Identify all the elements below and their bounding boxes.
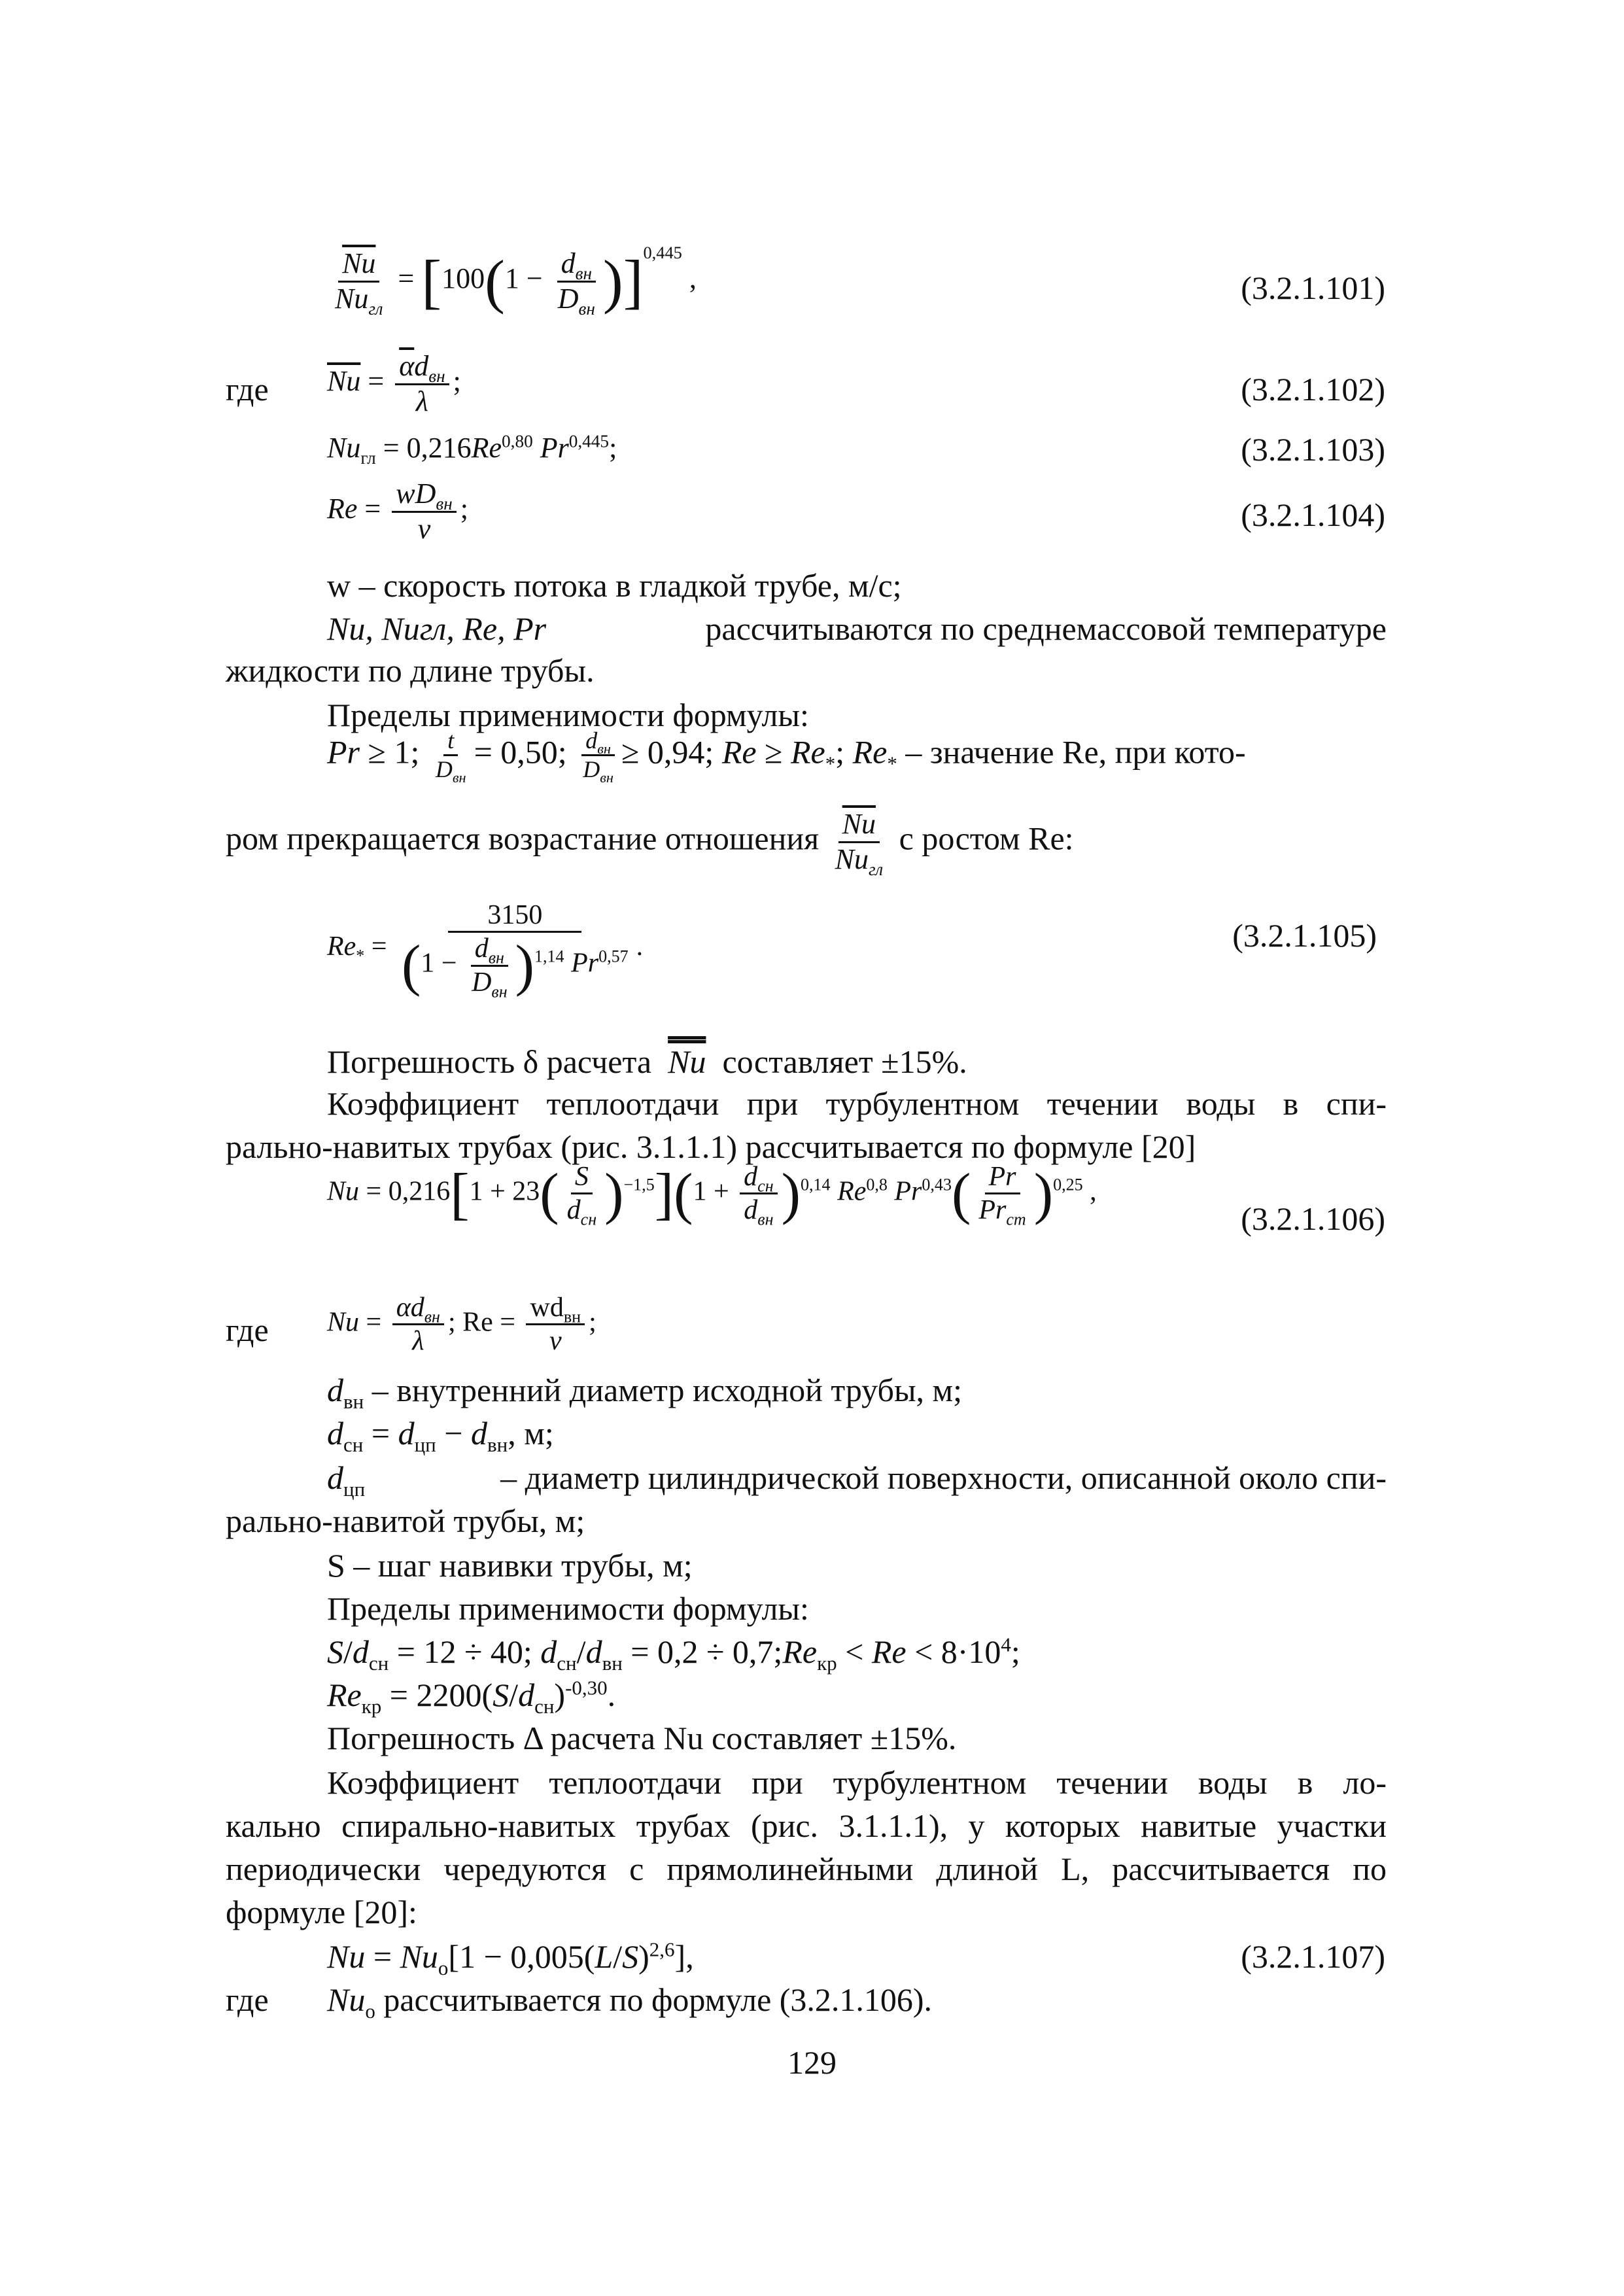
where-label-2: где [226,1312,269,1348]
error-line-1-text: Погрешность δ расчета [327,1043,652,1080]
equation-number-103: (3.2.1.103) [1241,431,1385,468]
calc-line-1 [327,606,1387,652]
dcp-definition-text: – диаметр цилиндрической поверхности, описанной около спи- [500,1459,1387,1496]
limits-heading-1: Пределы применимости формулы: [327,697,809,733]
paragraph-3-line-4: формуле [20]: [226,1894,417,1930]
error-line-1-tail: составляет ±15%. [722,1043,967,1080]
dcp-definition-line-1: $d_{цп}$ – диаметр цилиндрической поверхности, описанной около спи- [327,1455,1387,1501]
error-line-1: Погрешность δ расчета Nu составляет ±15%. [327,1043,967,1080]
equation-number-105: (3.2.1.105) [1232,917,1377,954]
dvn-definition-text: – внутренний диаметр исходной трубы, м; [371,1372,963,1408]
formula-107: $Nu = Nu_o[1 - 0,005(L/S)^{2,6}]$, [327,1938,694,1979]
equation-number-106: (3.2.1.106) [1241,1200,1385,1237]
limits-1-tail: – значение Re, при кото- [905,733,1246,771]
limits-formula-2: $S/d_{сн} = 12 \div 40$; $d_{сн}/d_{вн} = 0,2$ ÷ $0,7;Re_{кр} < Re < 8\cdot 10^4$; [327,1633,1020,1675]
where-label-3: где [226,1981,269,2018]
dsn-definition: $d_{сн} = d_{цп} - d_{вн}$, м; [327,1415,554,1456]
last-where-text: рассчитывается по формуле (3.2.1.106). [383,1981,933,2018]
paragraph-3-line-1: Коэффициент теплоотдачи при турбулентном течении воды в ло- [327,1764,1387,1801]
dsn-definition-tail: , м; [508,1415,554,1452]
paragraph-3-line-2: кально спирально-навитых трубах (рис. 3.1.1.1), у которых навитые участки [226,1807,1387,1844]
ratio-line-text: ром прекращается возрастание отношения [226,820,820,857]
calc-line-1-vars: Nu, Nuгл, Re, Pr [327,610,547,647]
error-line-2: Погрешность Δ расчета Nu составляет ±15%. [327,1720,957,1756]
formula-103: $Nu_{гл} = 0,216Re^{0,80}$ Pr$^{0,445}$; [327,431,617,468]
last-where-line: $Nu_o$ рассчитывается по формуле (3.2.1.106). [327,1981,933,2023]
s-definition: S – шаг навивки трубы, м; [327,1547,693,1584]
equation-number-104: (3.2.1.104) [1241,496,1385,533]
limits-heading-2: Пределы применимости формулы: [327,1590,809,1627]
equation-number-102: (3.2.1.102) [1241,371,1385,408]
formula-102: $\overline{Nu}$ = $\frac{\overline{\alpha}d_{вн}}{\lambda}$ ; [327,350,461,417]
formula-105: $Re_*$ = 3150 (1 − $\frac{d_{вн}}{D_{вн}}$ )$^{1,14}$ Pr$^{0,57}$ . [327,900,644,1001]
calc-line-1-text: рассчитываются по среднемассовой температуре [705,610,1387,647]
page-number: 129 [787,2044,837,2081]
paragraph-3-line-3: периодически чередуются с прямолинейными длиной L, рассчитывается по [226,1851,1387,1887]
paragraph-2-line-1: Коэффициент теплоотдачи при турбулентном течении воды в спи- [327,1085,1387,1122]
formula-101: $\frac{\overline{Nu}}{Nu_{гл}}$ = [100(1 − $\frac{d_{вн}}{D_{вн}}$ )]$^{0,445}$ , [335,242,697,319]
equation-number-101: (3.2.1.101) [1241,270,1385,306]
ratio-line: ром прекращается возрастание отношения $\frac{\overline{Nu}}{Nu_{гл}}$ с ростом Re: [226,808,1074,879]
paragraph-2-line-2: рально-навитых трубах (рис. 3.1.1.1) рассчитывается по формуле [20] [226,1128,1196,1165]
formula-104: Re = $\frac{wD_{вн}}{\nu}$ ; [327,478,468,545]
formula-106: Nu = 0,216[1 + 23( $\frac{S}{d_{сн}}$ )$^{-1,5}$](1 + $\frac{d_{сн}}{d_{вн}}$ )$^{0,14}$ Re$^{0,8}$ Pr$^{0,43}$( $\frac{Pr}{Pr_{ст}}$ )$^{0,25}$ , [327,1161,1097,1229]
limits-formula-1: Pr ≥ 1; $\frac{t}{D_{вн}}$ = 0,50; $\frac{d_{вн}}{D_{вн}}$ ≥ 0,94; $Re \ge Re_*$; $Re_*$ – значение Re, при кото- [327,727,1246,786]
calc-line-2: жидкости по длине трубы. [226,652,595,689]
formula-106-defs: Nu = $\frac{\alpha d_{вн}}{\lambda}$ ; Re = $\frac{wd_{вн}}{\nu}$ ; [327,1293,596,1357]
limits-formula-3: $Re_{кр} = 2200(S/d_{сн})^{-0,30}$. [327,1676,616,1718]
where-label-1: где [226,371,269,408]
dcp-definition-line-2: рально-навитой трубы, м; [226,1503,585,1539]
w-definition: w – скорость потока в гладкой трубе, м/с; [327,567,902,604]
dvn-definition: $d_{вн}$ – внутренний диаметр исходной трубы, м; [327,1372,963,1413]
equation-number-107: (3.2.1.107) [1241,1938,1385,1975]
ratio-line-tail: с ростом Re: [899,820,1074,857]
